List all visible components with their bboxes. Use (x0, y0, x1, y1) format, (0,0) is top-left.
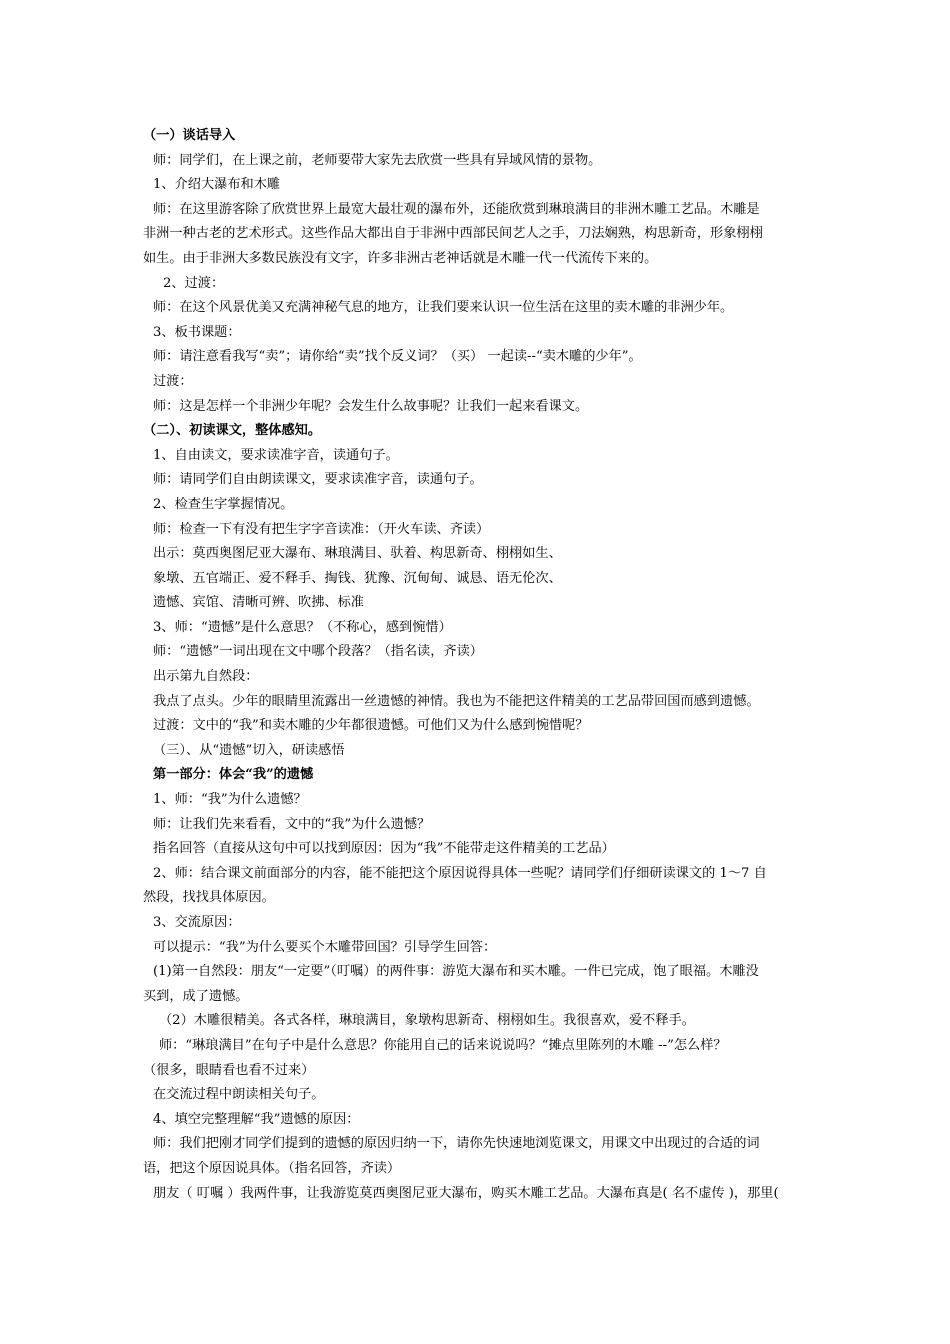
text-line: 在交流过程中朗读相关句子。 (153, 1087, 325, 1103)
text-line: 非洲一种古老的艺术形式。这些作品大都出自于非洲中西部民间艺人之手，刀法娴熟，构思新奇，形象栩栩 (143, 226, 763, 242)
text-line: 2、检查生字掌握情况。 (153, 496, 294, 512)
text-line: 3、师：“遗憾”是什么意思？（不称心，感到惋惜） (153, 619, 452, 635)
text-line: （很多，眼睛看也看不过来） (143, 1062, 315, 1078)
section-heading: （一）谈话导入 (143, 128, 236, 143)
text-line: 然段，找找具体原因。 (143, 890, 275, 906)
text-line: 师：让我们先来看看，文中的“我”为什么遗憾？ (153, 816, 431, 832)
text-line: 师：检查一下有没有把生字字音读准：（开火车读、齐读） (153, 521, 490, 537)
section-heading: 第一部分：体会“我”的遗憾 (153, 767, 314, 783)
text-line: 出示第九自然段： (153, 669, 259, 685)
text-line: 1、介绍大瀑布和木雕 (153, 177, 281, 193)
text-line: 语，把这个原因说具体。（指名回答，齐读） (143, 1160, 401, 1176)
text-line: 4、填空完整理解“我”遗憾的原因： (153, 1111, 360, 1127)
text-line: 1、自由读文，要求读准字音，读通句子。 (153, 447, 399, 463)
text-line: 师：“琳琅满目”在句子中是什么意思？你能用自己的话来说说吗？“摊点里陈列的木雕 --”怎么样？ (159, 1037, 727, 1053)
text-line: 3、板书课题： (153, 324, 241, 340)
text-line: 师：请注意看我写“卖”；请你给“卖”找个反义词？（买） 一起读--“卖木雕的少年”。 (153, 349, 642, 365)
text-line: （三）、从“遗憾”切入，研读感悟 (153, 742, 345, 758)
text-line: 师：请同学们自由朗读课文，要求读准字音，读通句子。 (153, 472, 483, 488)
text-line: 2、过渡： (163, 275, 225, 291)
text-line: 师：在这个风景优美又充满神秘气息的地方，让我们要来认识一位生活在这里的卖木雕的非洲少年。 (153, 300, 734, 316)
document-body (143, 124, 809, 1206)
text-line: 朋友（ 叮嘱 ）我两件事，让我游览莫西奥图尼亚大瀑布，购买木雕工艺品。大瀑布真是( 名不虚传 )，那里( (153, 1185, 779, 1201)
text-line: 我点了点头。少年的眼睛里流露出一丝遗憾的神情。我也为不能把这件精美的工艺品带回国而感到遗憾。 (153, 693, 760, 709)
text-line: 出示：莫西奥图尼亚大瀑布、琳琅满目、驮着、构思新奇、栩栩如生、 (153, 546, 562, 562)
text-line: 师：我们把刚才同学们提到的遗憾的原因归纳一下，请你先快速地浏览课文，用课文中出现过的合适的词 (153, 1136, 760, 1152)
text-line: 2、师：结合课文前面部分的内容，能不能把这个原因说得具体一些呢？请同学们仔细研读课文的 1～7 自 (153, 865, 767, 881)
text-line: 买到，成了遗憾。 (143, 988, 249, 1004)
text-line: 师：同学们，在上课之前，老师要带大家先去欣赏一些具有异域风情的景物。 (153, 152, 602, 168)
text-line: (1)第一自然段：朋友“一定要”（叮嘱）的两件事：游览大瀑布和买木雕。一件已完成，饱了眼福。木雕没 (153, 964, 759, 980)
text-line: 指名回答（直接从这句中可以找到原因：因为“我”不能带走这件精美的工艺品） (153, 841, 615, 857)
text-line: 遗憾、宾馆、清晰可辨、吹拂、标准 (153, 595, 364, 611)
text-line: 过渡：文中的“我”和卖木雕的少年都很遗憾。可他们又为什么感到惋惜呢？ (153, 718, 589, 734)
text-line: 如生。由于非洲大多数民族没有文字，许多非洲古老神话就是木雕一代一代流传下来的。 (143, 250, 658, 266)
text-line: 过渡： (153, 373, 193, 389)
text-line: 1、师：“我”为什么遗憾？ (153, 792, 307, 808)
text-line: 可以提示：“我”为什么要买个木雕带回国？引导学生回答： (153, 939, 497, 955)
text-line: （2）木雕很精美。各式各样，琳琅满目，象墩构思新奇、栩栩如生。我很喜欢，爱不释手。 (159, 1013, 695, 1029)
text-line: 师：“遗憾”一词出现在文中哪个段落？（指名读，齐读） (153, 644, 483, 660)
text-line: 象墩、五官端正、爱不释手、掏钱、犹豫、沉甸甸、诚恳、语无伦次、 (153, 570, 562, 586)
text-line: 3、交流原因： (153, 915, 241, 930)
text-line: 师：这是怎样一个非洲少年呢？会发生什么故事呢？让我们一起来看课文。 (153, 398, 589, 414)
text-line: 师：在这里游客除了欣赏世界上最宽大最壮观的瀑布外，还能欣赏到琳琅满目的非洲木雕工艺品。木雕是 (153, 201, 760, 217)
section-heading: （二）、初读课文，整体感知。 (143, 423, 322, 439)
